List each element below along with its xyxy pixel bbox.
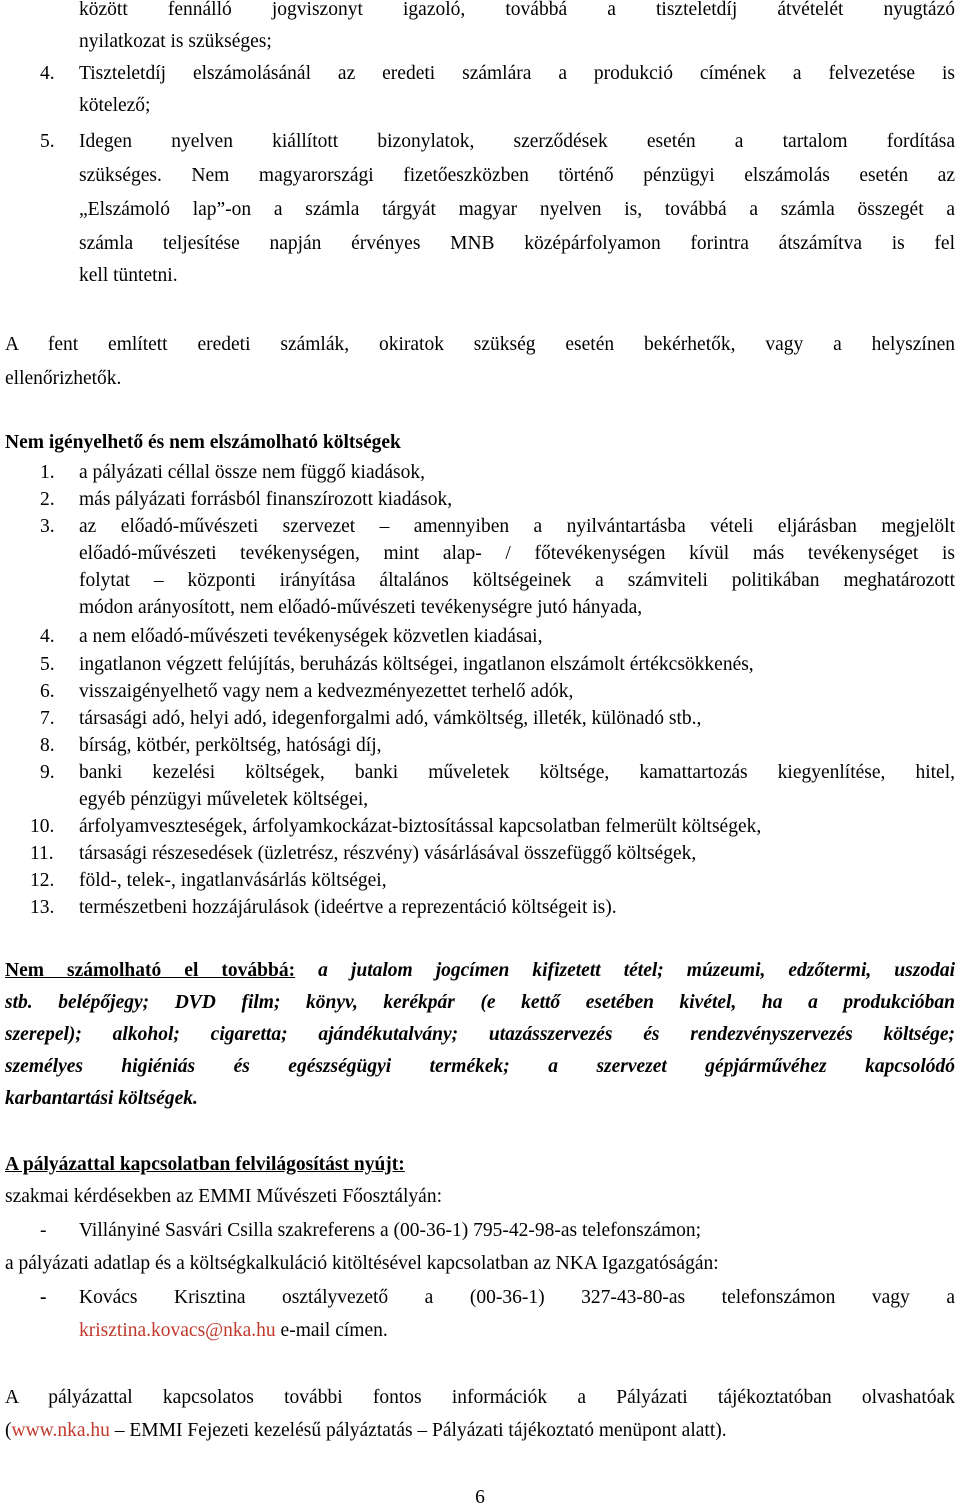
- list-item-text: kell tüntetni.: [79, 265, 178, 286]
- list-item-text: árfolyamveszteségek, árfolyamkockázat-biztosítással kapcsolatban felmerült költségek,: [79, 816, 762, 837]
- list-number: 10.: [30, 816, 55, 837]
- website-link[interactable]: www.nka.hu: [11, 1420, 110, 1441]
- email-link[interactable]: krisztina.kovacs@nka.hu: [79, 1320, 276, 1341]
- list-number: 4.: [40, 63, 55, 84]
- excluded-items-line: személyes higiéniás és egészségügyi termékek; a szervezet gépjárművéhez kapcsolódó: [5, 1056, 955, 1077]
- list-item-text: banki kezelési költségek, banki műveletek költsége, kamattartozás kiegyenlítése, hitel,: [79, 762, 955, 783]
- intro-line: nyilatkozat is szükséges;: [79, 31, 272, 52]
- contact-item: Villányiné Sasvári Csilla szakreferens a (00-36-1) 795-42-98-as telefonszámon;: [79, 1220, 702, 1241]
- list-item-text: a nem előadó-művészeti tevékenységek közvetlen kiadásai,: [79, 626, 543, 647]
- list-item-text: az előadó-művészeti szervezet – amennyiben a nyilvántartásba vételi eljárásban megjelölt: [79, 516, 955, 537]
- list-number: 1.: [40, 462, 55, 483]
- excluded-items-label: Nem számolható el továbbá:: [5, 960, 296, 981]
- intro-line: között fennálló jogviszonyt igazoló, továbbá a tiszteletdíj átvételét nyugtázó: [79, 0, 955, 20]
- list-item-text: számla teljesítése napján érvényes MNB középárfolyamon forintra átszámítva is fel: [79, 233, 955, 254]
- final-paragraph-rest: – EMMI Fejezeti kezelésű pályáztatás – Pályázati tájékoztató menüpont alatt).: [109, 1420, 727, 1441]
- list-item-text: bírság, kötbér, perköltség, hatósági díj,: [79, 735, 382, 756]
- contact-subheading: szakmai kérdésekben az EMMI Művészeti Főosztályán:: [5, 1186, 442, 1207]
- list-number: 12.: [30, 870, 55, 891]
- final-paragraph-line: [5, 1419, 727, 1443]
- list-number: 3.: [40, 516, 55, 537]
- contact-subheading: a pályázati adatlap és a költségkalkuláció kitöltésével kapcsolatban az NKA Igazgatóságán:: [5, 1253, 719, 1274]
- list-item-text: természetbeni hozzájárulások (ideértve a reprezentáció költségeit is).: [79, 897, 617, 918]
- list-item-text: föld-, telek-, ingatlanvásárlás költségei,: [79, 870, 387, 891]
- list-item-text: folytat – központi irányítása általános költségeinek a számviteli politikában meghatározott: [79, 570, 955, 591]
- list-item-text: visszaigényelhető vagy nem a kedvezményezettet terhelő adók,: [79, 681, 574, 702]
- list-number: 5.: [40, 654, 55, 675]
- final-paragraph-line: A pályázattal kapcsolatos további fontos információk a Pályázati tájékoztatóban olvashatóak: [5, 1387, 955, 1408]
- open-paren: (: [5, 1420, 12, 1441]
- excluded-items-line: [5, 959, 955, 983]
- list-number: 2.: [40, 489, 55, 510]
- list-number: 9.: [40, 762, 55, 783]
- excluded-items-line: szerepel); alkohol; cigaretta; ajándékutalvány; utazásszervezés és rendezvényszervezés költsége;: [5, 1024, 955, 1045]
- contact-item-email-line: [79, 1319, 388, 1343]
- contact-heading: A pályázattal kapcsolatban felvilágosítást nyújt:: [5, 1154, 405, 1175]
- list-item-text: módon arányosított, nem előadó-művészeti tevékenységre jutó hányada,: [79, 597, 643, 618]
- excluded-items-line: stb. belépőjegy; DVD film; könyv, kerékpár (e kettő esetében kivétel, ha a produkcióban: [5, 992, 955, 1013]
- list-item-text: más pályázati forrásból finanszírozott kiadások,: [79, 489, 453, 510]
- list-item-text: ingatlanon végzett felújítás, beruházás költségei, ingatlanon elszámolt értékcsökkenés,: [79, 654, 754, 675]
- excluded-items-text: a jutalom jogcímen kifizetett tétel; múzeumi, edzőtermi, uszodai: [318, 960, 955, 981]
- paragraph-line: ellenőrizhetők.: [5, 368, 122, 389]
- email-suffix: e-mail címen.: [275, 1320, 388, 1341]
- list-item-text: a pályázati céllal össze nem függő kiadások,: [79, 462, 425, 483]
- contact-item: Kovács Krisztina osztályvezető a (00-36-1) 327-43-80-as telefonszámon vagy a: [79, 1287, 955, 1308]
- list-item-text: Tiszteletdíj elszámolásánál az eredeti számlára a produkció címének a felvezetése is: [79, 63, 955, 84]
- section-heading: Nem igényelhető és nem elszámolható költségek: [5, 432, 401, 453]
- dash-bullet: -: [40, 1287, 47, 1308]
- list-item-text: kötelező;: [79, 95, 151, 116]
- list-item-text: társasági részesedések (üzletrész, részvény) vásárlásával összefüggő költségek,: [79, 843, 697, 864]
- list-number: 6.: [40, 681, 55, 702]
- list-number: 5.: [40, 131, 55, 152]
- list-item-text: „Elszámoló lap”-on a számla tárgyát magyar nyelven is, továbbá a számla összegét a: [79, 199, 955, 220]
- list-number: 11.: [30, 843, 54, 864]
- list-item-text: előadó-művészeti tevékenységen, mint alap- / főtevékenységen kívül más tevékenységet is: [79, 543, 955, 564]
- list-item-text: társasági adó, helyi adó, idegenforgalmi adó, vámköltség, illeték, különadó stb.,: [79, 708, 702, 729]
- paragraph-line: A fent említett eredeti számlák, okiratok szükség esetén bekérhetők, vagy a helyszínen: [5, 334, 955, 355]
- list-item-text: szükséges. Nem magyarországi fizetőeszközben történő pénzügyi elszámolás esetén az: [79, 165, 955, 186]
- list-number: 7.: [40, 708, 55, 729]
- list-number: 8.: [40, 735, 55, 756]
- dash-bullet: -: [40, 1220, 47, 1241]
- page-number: 6: [475, 1487, 485, 1508]
- excluded-items-line: karbantartási költségek.: [5, 1088, 198, 1109]
- list-item-text: egyéb pénzügyi műveletek költségei,: [79, 789, 369, 810]
- list-number: 4.: [40, 626, 55, 647]
- list-number: 13.: [30, 897, 55, 918]
- list-item-text: Idegen nyelven kiállított bizonylatok, szerződések esetén a tartalom fordítása: [79, 131, 955, 152]
